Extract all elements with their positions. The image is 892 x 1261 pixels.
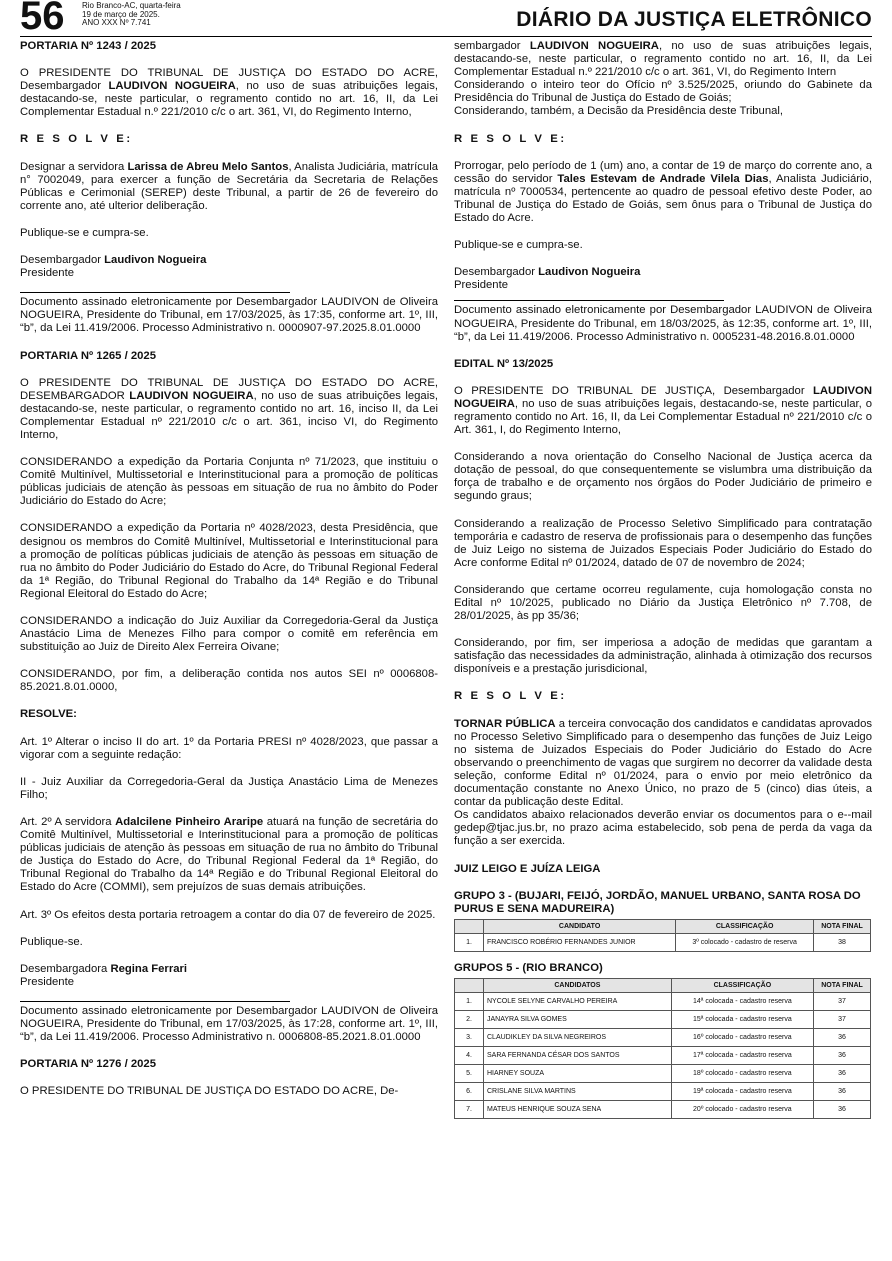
- signature-role: Presidente: [20, 267, 75, 280]
- col-final-grade: NOTA FINAL: [814, 919, 871, 933]
- final-grade: 36: [814, 1083, 871, 1101]
- group-3-title: GRUPO 3 - (BUJARI, FEIJÓ, JORDÃO, MANUEL URBANO, SANTA ROSA DO PURUS E SENA MADUREIRA): [454, 889, 861, 915]
- signature-divider: [454, 300, 724, 301]
- candidate-name: NYCOLE SELYNE CARVALHO PEREIRA: [484, 993, 672, 1011]
- classification: 16º colocado - cadastro reserva: [671, 1029, 813, 1047]
- signature-divider: [20, 1001, 290, 1002]
- group-5-title: GRUPOS 5 - (RIO BRANCO): [454, 961, 603, 974]
- col-number: [455, 978, 484, 992]
- final-grade: 36: [814, 1065, 871, 1083]
- classification: 17ª colocada - cadastro reserva: [671, 1047, 813, 1065]
- row-number: 1.: [455, 993, 484, 1011]
- publish-note: Publique-se e cumpra-se.: [20, 226, 149, 239]
- candidate-name: HIARNEY SOUZA: [484, 1065, 672, 1083]
- final-grade: 36: [814, 1101, 871, 1119]
- portaria-1276-intro: O PRESIDENTE DO TRIBUNAL DE JUSTIÇA DO ESTADO DO ACRE, De-: [20, 1085, 399, 1098]
- resolve-heading: R E S O L V E:: [454, 132, 567, 145]
- electronic-signature-note: Documento assinado eletronicamente por Desembargador LAUDIVON de Oliveira NOGUEIRA, Presidente do Tribunal, em 17/03/2025, às 17:28, conforme art. 1º, III, “b”, da Lei 11.419/2006. Processo Administrativo n. 0006808-85.2021.8.01.0000: [20, 1004, 438, 1044]
- edital-intro: O PRESIDENTE DO TRIBUNAL DE JUSTIÇA, Desembargador LAUDIVON NOGUEIRA, no uso de suas atribuições legais, destacando-se, neste particular, o regramento contido no Art. 16, II, da Lei Complementar Estadual nº 221/2010 c/c o Art. 361, I, do Regimento Interno,: [454, 384, 872, 437]
- portaria-1276-continued: sembargador LAUDIVON NOGUEIRA, no uso de suas atribuições legais, destacando-se, neste particular, o regramento contido no art. 16, II, da Lei Complementar Estadual n.º 221/2010 c/c o art. 361, VI, do Regimento Intern: [454, 40, 873, 79]
- classification: 18º colocado - cadastro reserva: [671, 1065, 813, 1083]
- classification: 15ª colocada - cadastro reserva: [671, 1011, 813, 1029]
- table-row: [455, 1083, 871, 1101]
- portaria-1243-title: PORTARIA Nº 1243 / 2025: [20, 40, 156, 52]
- candidate-name: CRISLANE SILVA MARTINS: [484, 1083, 672, 1101]
- considerando-1: CONSIDERANDO a expedição da Portaria Conjunta nº 71/2023, que instituiu o Comitê Multinível, Multissetorial e Interinstitucional para a promoção de políticas públicas judiciais de atenção às pessoas em situação de rua no âmbito do Poder Judiciário do Estado do Acre;: [20, 456, 438, 508]
- article-1: Art. 1º Alterar o inciso II do art. 1º da Portaria PRESI nº 4028/2023, que passar a vigorar com a seguinte redação:: [20, 735, 438, 761]
- portaria-1243-intro: O PRESIDENTE DO TRIBUNAL DE JUSTIÇA DO ESTADO DO ACRE, Desembargador LAUDIVON NOGUEIRA, no uso de suas atribuições legais, destacando-se, neste particular, o regramento contido no art. 16, II, da Lei Complementar Estadual n.º 221/2010 c/c o art. 361, VI, do Regimento Interno,: [20, 67, 438, 119]
- journal-title: DIÁRIO DA JUSTIÇA ELETRÔNICO: [516, 8, 872, 31]
- col-classification: CLASSIFICAÇÃO: [676, 919, 814, 933]
- final-grade: 36: [814, 1047, 871, 1065]
- col-classification: CLASSIFICAÇÃO: [671, 978, 813, 992]
- candidate-name: CLAUDIKLEY DA SILVA NEGREIROS: [484, 1029, 672, 1047]
- publish-note: Publique-se.: [20, 935, 83, 948]
- row-number: 3.: [455, 1029, 484, 1047]
- inciso-2: II - Juiz Auxiliar da Corregedoria-Geral da Justiça Anastácio Lima de Menezes Filho;: [20, 775, 438, 801]
- candidate-name: FRANCISCO ROBÉRIO FERNANDES JUNIOR: [484, 933, 676, 951]
- article-3: Art. 3º Os efeitos desta portaria retroagem a contar do dia 07 de fevereiro de 2025.: [20, 908, 436, 921]
- email-instructions: Os candidatos abaixo relacionados deverão enviar os documentos para o e--mail gedep@tjac.jus.br, no prazo acima estabelecido, sob pena de perda da vaga da função a ser exercida.: [454, 809, 872, 848]
- considerando-2: CONSIDERANDO a expedição da Portaria nº 4028/2023, desta Presidência, que designou os membros do Comitê Multinível, Multissetorial e Interinstitucional para a promoção de políticas públicas judiciais de atenção às pessoas em situação de rua no âmbito do Poder Judiciário do Estado do Acre, do Tribunal Regional Federal da 1ª Região, do Tribunal Regional do Trabalho da 14ª Região e do Tribunal Regional Eleitoral do Estado do Acre;: [20, 522, 438, 600]
- final-grade: 36: [814, 1029, 871, 1047]
- edital-considerando-3: Considerando que certame ocorreu regulamente, cuja homologação consta no Edital nº 10/2025, publicado no Diário da Justiça Eletrônico nº 7.708, de 28/01/2025, às pp 35/36;: [454, 583, 872, 623]
- portaria-1276-title: PORTARIA Nº 1276 / 2025: [20, 1058, 156, 1071]
- group-5-table: [454, 978, 871, 1119]
- considerando-4: CONSIDERANDO, por fim, a deliberação contida nos autos SEI nº 0006808-85.2021.8.01.0000,: [20, 668, 438, 694]
- left-column: [20, 40, 438, 1112]
- row-number: 7.: [455, 1101, 484, 1119]
- issue-date: 19 de março de 2025.: [82, 9, 160, 19]
- row-number: 1.: [455, 933, 484, 951]
- electronic-signature-note: Documento assinado eletronicamente por Desembargador LAUDIVON de Oliveira NOGUEIRA, Presidente do Tribunal, em 18/03/2025, às 12:35, conforme art. 1º, III, “b”, da Lei 11.419/2006. Processo Administrativo n. 0005231-48.2016.8.01.0000: [454, 304, 872, 343]
- edital-title: EDITAL Nº 13/2025: [454, 357, 554, 370]
- classification: 19ª colocada - cadastro reserva: [671, 1083, 813, 1101]
- classification: 3º colocado - cadastro de reserva: [676, 933, 814, 951]
- prorrogar-body: Prorrogar, pelo período de 1 (um) ano, a contar de 19 de março do corrente ano, a cessão do servidor Tales Estevam de Andrade Vilela Dias, Analista Judiciário, matrícula nº 7000534, pertencente ao quadro de pessoal efetivo deste Poder, ao Tribunal de Justiça do Estado de Goiás, sem ônus para o Tribunal de Justiça do Estado do Acre.: [454, 159, 872, 225]
- edital-considerando-1: Considerando a nova orientação do Conselho Nacional de Justiça acerca da dotação de pessoal, do que consequentemente se vislumbra uma distribuição da força de trabalho e de orçamento nos órgãos do Poder Judiciário de primeiro e segundo graus;: [454, 451, 872, 503]
- row-number: 4.: [455, 1047, 484, 1065]
- page-number: 56: [20, 0, 65, 38]
- candidate-name: SARA FERNANDA CÉSAR DOS SANTOS: [484, 1047, 672, 1065]
- table-row: [455, 1029, 871, 1047]
- signature-role: Presidente: [454, 279, 509, 292]
- resolve-heading: R E S O L V E:: [20, 133, 133, 146]
- table-row: [455, 933, 871, 951]
- considerando-3: CONSIDERANDO a indicação do Juiz Auxiliar da Corregedoria-Geral da Justiça Anastácio Lima de Menezes Filho para compor o comitê em referência em substituição ao Juiz de Direito Alex Ferreira Oivane;: [20, 615, 438, 654]
- issue-edition: ANO XXX Nº 7.741: [82, 18, 151, 28]
- signature-role: Presidente: [20, 975, 75, 988]
- row-number: 2.: [455, 1011, 484, 1029]
- row-number: 6.: [455, 1083, 484, 1101]
- col-number: [455, 919, 484, 933]
- juiz-leigo-heading: JUIZ LEIGO E JUÍZA LEIGA: [454, 862, 601, 875]
- col-final-grade: NOTA FINAL: [814, 978, 871, 992]
- signature-divider: [20, 292, 290, 293]
- article-2: Art. 2º A servidora Adalcilene Pinheiro Araripe atuará na função de secretária do Comitê Multinível, Multissetorial e Interinstitucional para a promoção de políticas públicas judiciais de atenção às pessoas em situação de rua no âmbito do Tribunal de Justiça do Estado do Acre, do Tribunal Regional Federal da 1ª Região, do Tribunal Regional do Trabalho da 14ª Região e do Tribunal Regional Eleitoral do Estado do Acre (COMMI), sem prejuízos de suas demais atribuições.: [20, 815, 438, 894]
- signature-name: Desembargador Laudivon Nogueira: [454, 266, 641, 279]
- table-header-row: [455, 978, 871, 992]
- tornar-publica-body: TORNAR PÚBLICA a terceira convocação dos candidatos e candidatas aprovados no Processo Seletivo Simplificado para o desempenho das funções de Juiz Leigo no sistema de Juizados Especiais do Poder Judiciário do Estado do Acre observando o preenchimento de vagas que surgirem no decorrer da validade desta seleção, conforme Edital nº 01/2024, para o envio por meio eletrônico da documentação constante no Anexo Único, no prazo de 5 (cinco) dias úteis, a contar da publicação deste Edital.: [454, 717, 873, 809]
- table-row: [455, 1047, 871, 1065]
- table-row: [455, 1065, 871, 1083]
- table-row: [455, 1101, 871, 1119]
- candidate-name: MATEUS HENRIQUE SOUZA SENA: [484, 1101, 672, 1119]
- considerando-oficio: Considerando o inteiro teor do Ofício nº 3.525/2025, oriundo do Gabinete da Presidência do Tribunal de Justiça do Estado de Goiás;: [454, 79, 872, 105]
- issue-location: Rio Branco-AC, quarta-feira: [82, 1, 181, 10]
- signature-name: Desembargadora Regina Ferrari: [20, 962, 188, 975]
- final-grade: 37: [814, 993, 871, 1011]
- right-column: [454, 40, 872, 1129]
- issue-meta: [82, 2, 181, 28]
- edital-considerando-4: Considerando, por fim, ser imperiosa a adoção de medidas que garantam a satisfação das necessidades da administração, alinhada à otimização dos recursos disponíveis e a prestação jurisdicional,: [454, 637, 872, 676]
- resolve-heading: R E S O L V E:: [454, 690, 567, 703]
- final-grade: 38: [814, 933, 871, 951]
- considerando-decisao: Considerando, também, a Decisão da Presidência deste Tribunal,: [454, 105, 784, 118]
- col-candidate: CANDIDATO: [484, 919, 676, 933]
- publish-note: Publique-se e cumpra-se.: [454, 239, 583, 252]
- page-header: [20, 0, 872, 37]
- final-grade: 37: [814, 1011, 871, 1029]
- electronic-signature-note: Documento assinado eletronicamente por Desembargador LAUDIVON de Oliveira NOGUEIRA, Presidente do Tribunal, em 17/03/2025, às 17:35, conforme art. 1º, III, “b”, da Lei 11.419/2006. Processo Administrativo n. 0000907-97.2025.8.01.0000: [20, 296, 438, 335]
- portaria-1243-body: Designar a servidora Larissa de Abreu Melo Santos, Analista Judiciária, matrícula n° 7002049, para exercer a função de Secretária da Secretaria de Relações Públicas e Cerimonial (SEREP) deste Tribunal, a partir de 26 de fevereiro do corrente ano, até ulterior deliberação.: [20, 160, 438, 212]
- portaria-1265-intro: O PRESIDENTE DO TRIBUNAL DE JUSTIÇA DO ESTADO DO ACRE, DESEMBARGADOR LAUDIVON NOGUEIRA, no uso de suas atribuições legais, destacando-se, neste particular, o regramento contido no art. 16, inciso II, da Lei Complementar Estadual nº 221/2010 c/c o art. 361, inciso VI, do Regimento Interno,: [20, 376, 439, 441]
- candidate-name: JANAYRA SILVA GOMES: [484, 1011, 672, 1029]
- edital-considerando-2: Considerando a realização de Processo Seletivo Simplificado para contratação temporária e cadastro de reserva de profissionais para o desempenho das funções de Juiz Leigo no sistema de Juizados Especiais Poder Judiciário do Estado do Acre conforme Edital nº 01/2024, datado de 07 de novembro de 2024;: [454, 517, 872, 569]
- col-candidate: CANDIDATOS: [484, 978, 672, 992]
- signature-name: Desembargador Laudivon Nogueira: [20, 254, 207, 267]
- table-header-row: [455, 919, 871, 933]
- classification: 20º colocado - cadastro reserva: [671, 1101, 813, 1119]
- group-3-table: [454, 919, 871, 952]
- portaria-1265-title: PORTARIA Nº 1265 / 2025: [20, 349, 156, 362]
- classification: 14ª colocada - cadastro reserva: [671, 993, 813, 1011]
- row-number: 5.: [455, 1065, 484, 1083]
- resolve-heading: RESOLVE:: [20, 708, 77, 721]
- table-row: [455, 1011, 871, 1029]
- table-row: [455, 993, 871, 1011]
